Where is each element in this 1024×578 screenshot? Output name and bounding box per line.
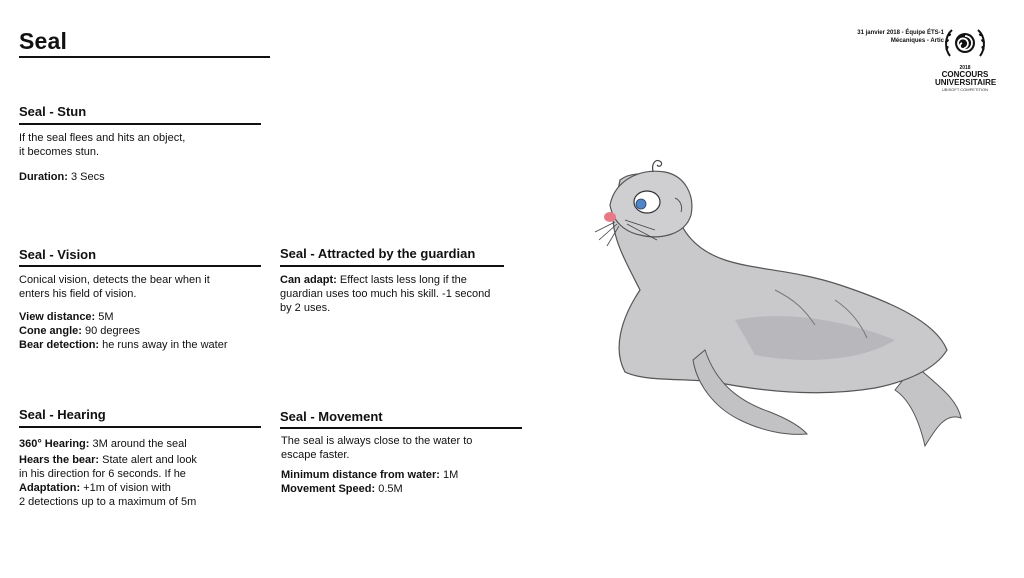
document-meta bbox=[744, 29, 944, 45]
section-rule-movement bbox=[280, 427, 522, 429]
vision-cone-value: 90 degrees bbox=[81, 325, 141, 337]
section-heading-attracted: Seal - Attracted by the guardian bbox=[280, 246, 476, 261]
hearing-360-value: 3M around the seal bbox=[89, 438, 187, 450]
meta-category: Mécaniques - Artic bbox=[890, 38, 944, 44]
vision-bear-value: he runs away in the water bbox=[99, 339, 228, 351]
section-heading-hearing: Seal - Hearing bbox=[19, 407, 106, 422]
stun-duration-value: 3 Secs bbox=[67, 171, 105, 183]
section-rule-hearing bbox=[19, 426, 261, 428]
seal-illustration bbox=[585, 150, 965, 450]
vision-view-value: 5M bbox=[95, 311, 114, 323]
attracted-text-line3: by 2 uses. bbox=[280, 302, 331, 314]
laurel-spiral-icon bbox=[942, 26, 988, 60]
attracted-adapt-label: Can adapt: bbox=[280, 274, 337, 286]
movement-speed-label: Movement Speed: bbox=[281, 483, 376, 495]
vision-bear-detection bbox=[19, 338, 274, 352]
section-rule-vision bbox=[19, 265, 261, 267]
hearing-hears-line2: in his direction for 6 seconds. If he bbox=[19, 468, 186, 480]
section-body-stun bbox=[19, 131, 269, 184]
competition-logo bbox=[935, 26, 995, 93]
section-heading-stun: Seal - Stun bbox=[19, 104, 87, 119]
hearing-adaptation bbox=[19, 481, 274, 495]
movement-text-line1: The seal is always close to the water to bbox=[281, 435, 473, 447]
hearing-360 bbox=[19, 437, 274, 451]
logo-name-line1: CONCOURS bbox=[941, 70, 989, 79]
stun-duration-label: Duration: bbox=[19, 171, 68, 183]
section-rule-attracted bbox=[280, 265, 504, 267]
section-body-hearing bbox=[19, 437, 274, 509]
page-title: Seal bbox=[19, 28, 68, 54]
logo-name-line3: UBISOFT COMPETITION bbox=[941, 87, 989, 92]
title-underline bbox=[19, 56, 270, 58]
section-body-vision bbox=[19, 273, 274, 352]
vision-view-label: View distance: bbox=[19, 311, 96, 323]
movement-min-value: 1M bbox=[439, 469, 459, 481]
movement-min-distance bbox=[281, 468, 541, 482]
hearing-hears-value: State alert and look bbox=[99, 454, 197, 466]
movement-speed bbox=[281, 482, 541, 496]
hearing-adapt-value: +1m of vision with bbox=[80, 482, 171, 494]
section-rule-stun bbox=[19, 123, 261, 125]
hearing-adapt-label: Adaptation: bbox=[19, 482, 81, 494]
attracted-can-adapt bbox=[280, 273, 540, 287]
vision-view-distance bbox=[19, 310, 274, 324]
hearing-360-label: 360° Hearing: bbox=[19, 438, 90, 450]
vision-cone-label: Cone angle: bbox=[19, 325, 82, 337]
stun-text-line2: it becomes stun. bbox=[19, 146, 100, 158]
movement-text-line2: escape faster. bbox=[281, 449, 350, 461]
vision-text-line1: Conical vision, detects the bear when it bbox=[19, 274, 210, 286]
vision-text-line2: enters his field of vision. bbox=[19, 288, 137, 300]
hearing-adapt-line2: 2 detections up to a maximum of 5m bbox=[19, 496, 197, 508]
logo-year: 2018 bbox=[959, 65, 971, 71]
movement-min-label: Minimum distance from water: bbox=[281, 469, 440, 481]
section-body-attracted bbox=[280, 273, 540, 315]
meta-date-team: 31 janvier 2018 - Équipe ÉTS-1 bbox=[857, 30, 944, 36]
section-body-movement bbox=[281, 434, 541, 496]
movement-speed-value: 0.5M bbox=[375, 483, 403, 495]
logo-name-line2: UNIVERSITAIRE bbox=[935, 78, 997, 87]
attracted-adapt-value: Effect lasts less long if the bbox=[336, 274, 467, 286]
section-heading-vision: Seal - Vision bbox=[19, 247, 97, 262]
hearing-hears-bear bbox=[19, 453, 274, 467]
vision-cone-angle bbox=[19, 324, 274, 338]
attracted-text-line2: guardian uses too much his skill. -1 second bbox=[280, 288, 491, 300]
stun-duration bbox=[19, 170, 269, 184]
hearing-hears-label: Hears the bear: bbox=[19, 454, 100, 466]
vision-bear-label: Bear detection: bbox=[19, 339, 100, 351]
stun-text-line1: If the seal flees and hits an object, bbox=[19, 132, 186, 144]
section-heading-movement: Seal - Movement bbox=[280, 409, 383, 424]
